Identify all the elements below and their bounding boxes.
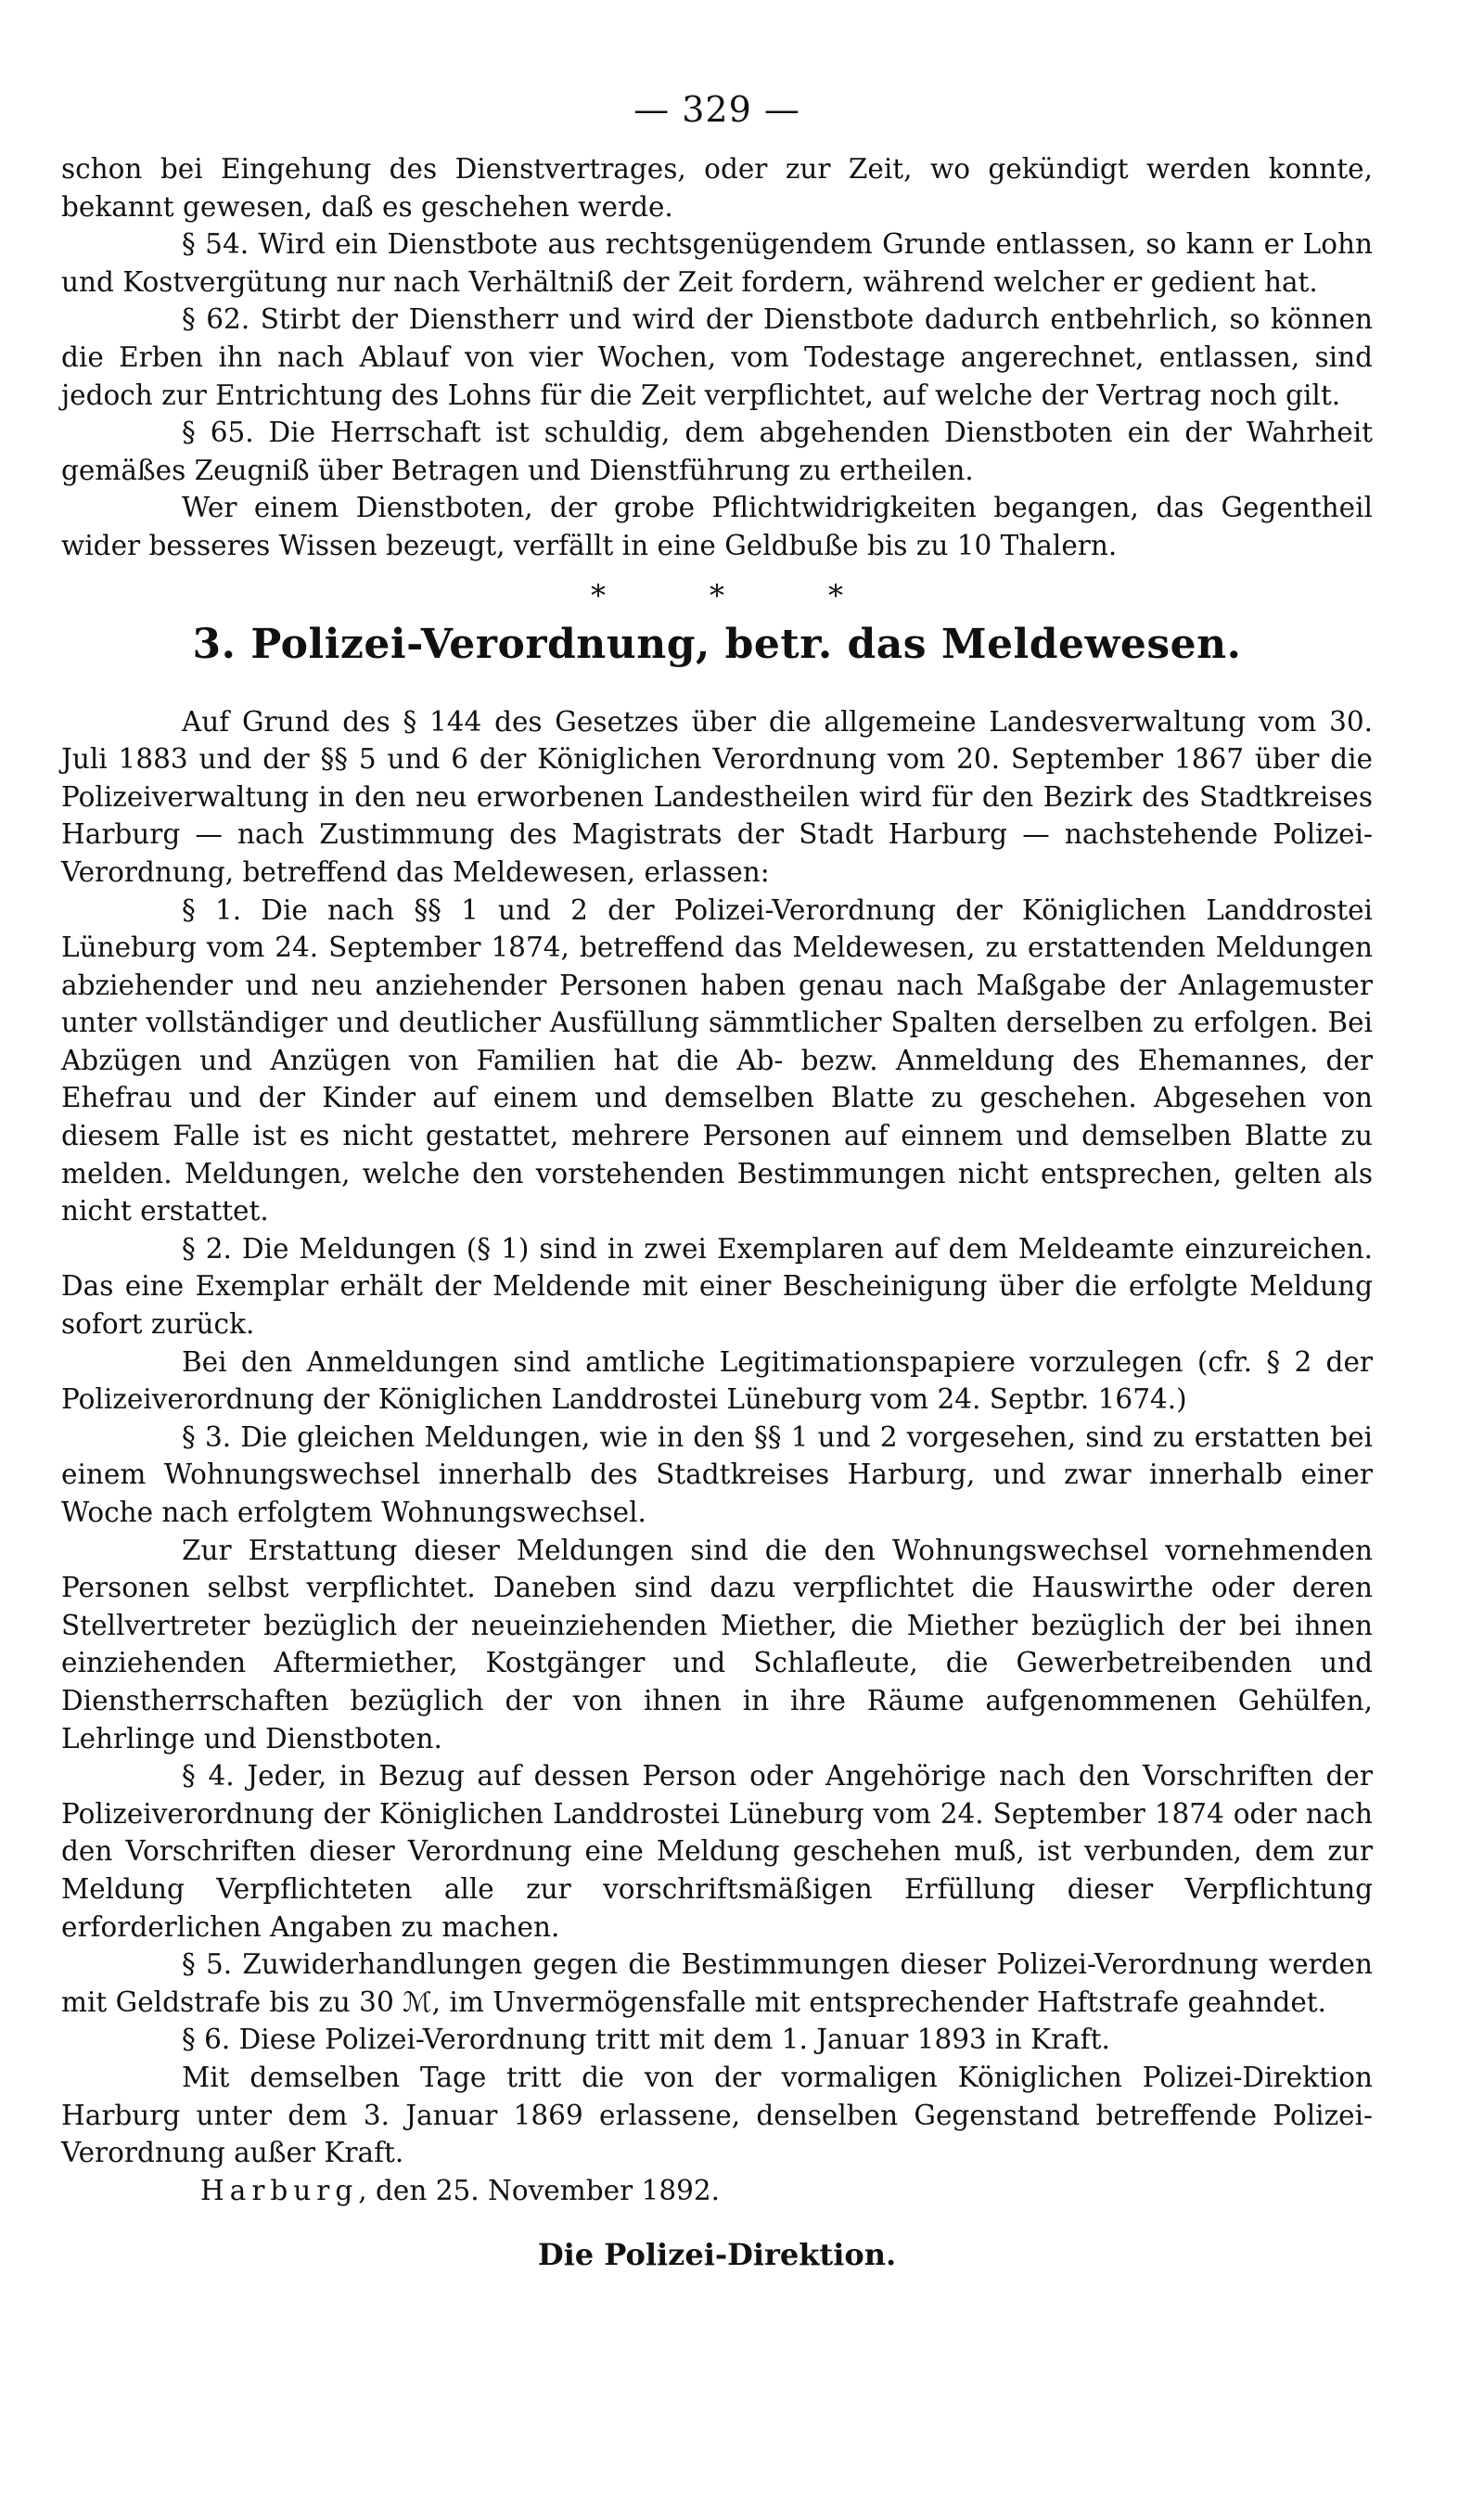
paragraph-para-3: § 3. Die gleichen Meldungen, wie in den §§ 1 und 2 vorgesehen, sind zu erstatten bei einem Wohnungswechsel innerhalb des Stadtkreises Harburg, und zwar innerhalb einer Woche nach erfolgtem Wohnungswechsel. (61, 1420, 1373, 1528)
section-title: 3. Polizei-Verordnung, betr. das Meldewesen. (192, 620, 1242, 668)
date-place: Harburg (200, 2174, 359, 2206)
date-text: , den 25. November 1892. (358, 2174, 721, 2206)
page-number: — 329 — (633, 89, 800, 130)
paragraph-para-3-duties: Zur Erstattung dieser Meldungen sind die den Wohnungswechsel vornehmenden Personen selbst verpflichtet. Daneben sind dazu verpflichtet die Hauswirthe oder deren Stellvertreter bezüglich der neueinziehenden Miether, die Miether bezüglich der bei ihnen einziehenden Aftermiether, Kostgänger und Schlafleute, die Gewerbetreibenden und Dienstherrschaften bezüglich der von ihnen in ihre Räume aufgenommenen Gehülfen, Lehrlinge und Dienstboten. (61, 1534, 1373, 1754)
asterisk-2: * (710, 577, 724, 613)
date-line (61, 2172, 1373, 2210)
paragraph-para-4: § 4. Jeder, in Bezug auf dessen Person oder Angehörige nach den Vorschriften der Polizeiverordnung der Königlichen Landdrostei Lüneburg vom 24. September 1874 oder nach den Vorschriften dieser Verordnung eine Meldung geschehen muß, ist verbunden, dem zur Meldung Verpflichteten alle zur vorschriftsmäßigen Erfüllung dieser Verpflichtung erforderlichen Angaben zu machen. (61, 1760, 1373, 1943)
paragraph-repeal: Mit demselben Tage tritt die von der vormaligen Königlichen Polizei-Direktion Harburg unter dem 3. Januar 1869 erlassene, denselben Gegenstand betreffende Polizei-Verordnung außer Kraft. (61, 2061, 1373, 2169)
paragraph-continuation: schon bei Eingehung des Dienstvertrages, oder zur Zeit, wo gekündigt werden konnte, bekannt gewesen, daß es geschehen werde. (61, 153, 1373, 223)
signature: Die Polizei-Direktion. (537, 2237, 897, 2273)
paragraph-para-6: § 6. Diese Polizei-Verordnung tritt mit dem 1. Januar 1893 in Kraft. (182, 2024, 1110, 2056)
paragraph-para-1: § 1. Die nach §§ 1 und 2 der Polizei-Verordnung der Königlichen Landdrostei Lüneburg vom 24. September 1874, betreffend das Meldewesen, zu erstattenden Meldungen abziehender und neu anziehender Personen haben genau nach Maßgabe der Anlagemuster unter vollständiger und deutlicher Ausfüllung sämmtlicher Spalten derselben zu erfolgen. Bei Abzügen und Anzügen von Familien hat die Ab- bezw. Anmeldung des Ehemannes, der Ehefrau und der Kinder auf einem und demselben Blatte zu geschehen. Abgesehen von diesem Falle ist es nicht gestattet, mehrere Personen auf einnem und demselben Blatte zu melden. Meldungen, welche den vorstehenden Bestimmungen nicht entsprechen, gelten als nicht erstattet. (61, 893, 1373, 1227)
paragraph-para-2-note: Bei den Anmeldungen sind amtliche Legitimationspapiere vorzulegen (cfr. § 2 der Polizeiverordnung der Königlichen Landdrostei Lüneburg vom 24. Septbr. 1674.) (61, 1345, 1373, 1416)
ordinance-body (61, 703, 1373, 2210)
paragraph-penalty: Wer einem Dienstboten, der grobe Pflichtwidrigkeiten begangen, das Gegentheil wider besseres Wissen bezeugt, verfällt in eine Geldbuße bis zu 10 Thalern. (61, 492, 1373, 561)
paragraph-para-2: § 2. Die Meldungen (§ 1) sind in zwei Exemplaren auf dem Meldeamte einzureichen. Das eine Exemplar erhält der Meldende mit einer Bescheinigung über die erfolgte Meldung sofort zurück. (61, 1232, 1373, 1341)
paragraph-para-5: § 5. Zuwiderhandlungen gegen die Bestimmungen dieser Polizei-Verordnung werden mit Geldstrafe bis zu 30 ℳ, im Unvermögensfalle mit entsprechender Haftstrafe geahndet. (61, 1948, 1373, 2018)
separator-asterisks (61, 578, 1373, 613)
paragraph-preamble: Auf Grund des § 144 des Gesetzes über die allgemeine Landesverwaltung vom 30. Juli 1883 und der §§ 5 und 6 der Königlichen Verordnung vom 20. September 1867 über die Polizeiverwaltung in den neu erworbenen Landestheilen wird für den Bezirk des Stadtkreises Harburg — nach Zustimmung des Magistrats der Stadt Harburg — nachstehende Polizei-Verordnung, betreffend das Meldewesen, erlassen: (61, 705, 1373, 888)
paragraph-section-54: § 54. Wird ein Dienstbote aus rechtsgenügendem Grunde entlassen, so kann er Lohn und Kostvergütung nur nach Verhältniß der Zeit fordern, während welcher er gedient hat. (61, 228, 1373, 298)
asterisk-1: * (591, 577, 606, 613)
asterisk-3: * (828, 577, 843, 613)
paragraph-section-62: § 62. Stirbt der Dienstherr und wird der Dienstbote dadurch entbehrlich, so können die Erben ihn nach Ablauf von vier Wochen, vom Todestage angerechnet, entlassen, sind jedoch zur Entrichtung des Lohns für die Zeit verpflichtet, auf welche der Vertrag noch gilt. (61, 303, 1373, 411)
top-section (61, 150, 1373, 565)
paragraph-section-65: § 65. Die Herrschaft ist schuldig, dem abgehenden Dienstboten ein der Wahrheit gemäßes Zeugniß über Betragen und Dienstführung zu ertheilen. (61, 417, 1373, 486)
